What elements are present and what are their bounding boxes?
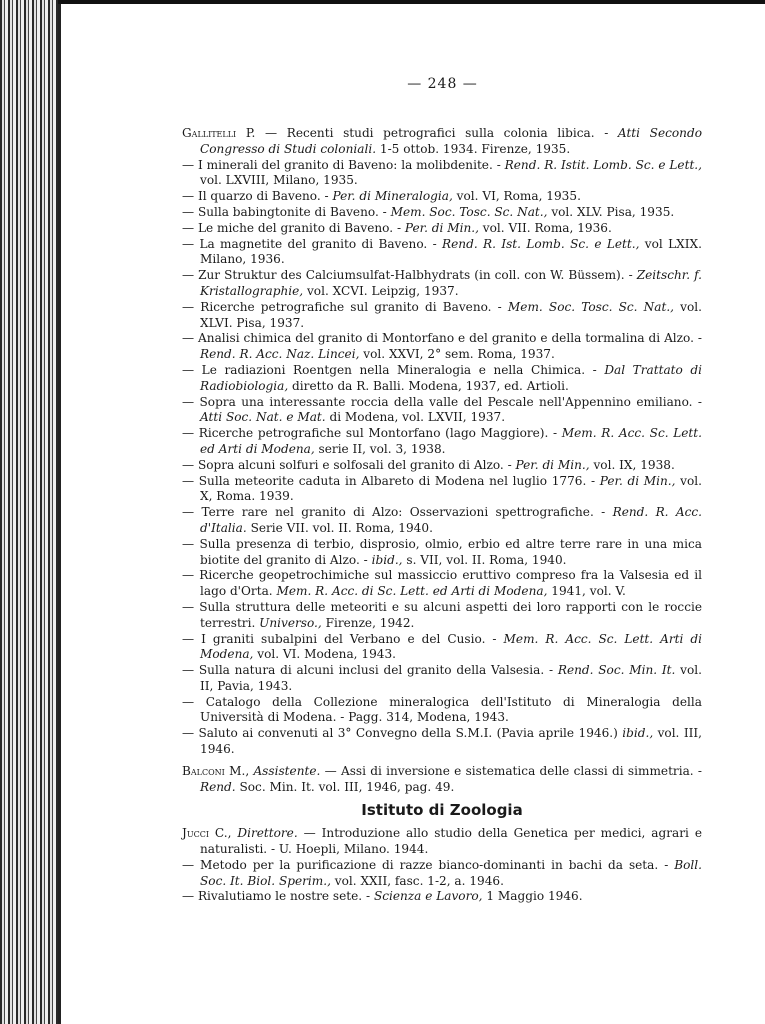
entry-text: — Sulla struttura delle meteoriti e su alcuni aspetti dei loro rapporti con le roccie terrestri. <box>182 599 702 630</box>
entry-text: — Sulla babingtonite di Baveno. - <box>182 204 391 219</box>
entry-tail: vol. X, Roma. 1939. <box>200 473 702 504</box>
entry-journal: Boll. Soc. It. Biol. Sperim., <box>200 857 702 888</box>
entry-journal: Scienza e Lavoro, <box>373 889 483 904</box>
entry-journal: Mem. R. Acc. Sc. Lett. Arti di Modena, <box>200 631 703 662</box>
entry-text: — Rivalutiamo le nostre sete. - <box>182 889 374 904</box>
entry-text: — Terre rare nel granito di Alzo: Osservazioni spettrografiche. - <box>182 505 613 520</box>
entry-text: — Ricerche petrografiche sul Montorfano (lago Maggiore). - <box>182 426 562 441</box>
entry-tail: vol. XLVI. Pisa, 1937. <box>200 299 702 330</box>
entry-text: — Zur Struktur des Calciumsulfat-Halbhydrats (in coll. con W. Büssem). - <box>182 268 637 283</box>
entry-journal: Mem. Soc. Tosc. Sc. Nat., <box>390 204 548 219</box>
mineralogia-entries <box>182 126 702 758</box>
entry-journal: Rend. R. Ist. Lomb. Sc. e Lett., <box>442 236 640 251</box>
bibliography-entry <box>182 300 702 332</box>
bibliography-entry <box>182 600 702 632</box>
bibliography-entry <box>182 505 702 537</box>
entry-journal: Rend. R. Istit. Lomb. Sc. e Lett., <box>504 157 702 172</box>
entry-text: — I graniti subalpini del Verbano e del Cusio. - <box>182 631 504 646</box>
entry-author: Gallitelli P. <box>182 126 256 140</box>
entry-tail: vol. XCVI. Leipzig, 1937. <box>303 283 459 298</box>
entry-balconi <box>182 764 702 796</box>
entry-text: — Ricerche geopetrochimiche sul massiccio eruttivo compreso fra la Valsesia ed il lago d'Orta. <box>182 568 702 599</box>
entry-journal: Per. di Min., <box>404 220 479 235</box>
bibliography-entry <box>182 221 702 237</box>
bibliography-entry <box>182 395 702 427</box>
entry-text: — Saluto ai convenuti al 3° Convegno della S.M.I. (Pavia aprile 1946.) <box>182 726 623 741</box>
entry-text: — Recenti studi petrografici sulla colonia libica. - <box>265 126 618 140</box>
entry-role: Assistente. <box>253 763 321 778</box>
entry-tail: vol. III, 1946. <box>200 726 702 757</box>
entry-author: Balconi M., <box>182 763 250 778</box>
page-number: — 248 — <box>407 76 478 92</box>
entry-tail: vol. VII. Roma, 1936. <box>478 220 612 235</box>
entry-text: — Introduzione allo studio della Genetica per medici, agrari e naturalisti. - U. Hoepli, Milano. 1944. <box>200 826 702 857</box>
bibliography-entry <box>182 331 702 363</box>
bibliography-entry <box>182 537 702 569</box>
entry-journal: Per. di Mineralogia, <box>332 189 453 204</box>
entry-tail: vol. XXVI, 2° sem. Roma, 1937. <box>359 347 555 362</box>
entry-role: Direttore. <box>237 826 298 841</box>
entry-text: — La magnetite del granito di Baveno. - <box>182 236 443 251</box>
entry-text: — Analisi chimica del granito di Montorfano e del granito e della tormalina di Alzo. - <box>182 331 702 346</box>
entry-tail: diretto da R. Balli. Modena, 1937, ed. Artioli. <box>288 378 569 393</box>
entry-tail: 1941, vol. V. <box>547 584 626 599</box>
entry-journal: Zeitschr. f. Kristallographie, <box>200 268 702 298</box>
entry-text: — Ricerche petrografiche sul granito di Baveno. - <box>182 299 508 314</box>
page-top-edge <box>58 0 765 4</box>
bibliography-entry <box>182 568 702 600</box>
bibliography-entry <box>182 189 702 205</box>
section-heading: Istituto di Zoologia <box>361 801 523 820</box>
binding-shadow <box>58 0 61 1024</box>
bibliography-entry <box>182 126 702 158</box>
entry-text: — Catalogo della Collezione mineralogica dell'Istituto di Mineralogia della Università di Modena. - Pagg. 314, Modena, 1943. <box>182 694 702 725</box>
entry-tail: di Modena, vol. LXVII, 1937. <box>325 410 506 425</box>
entry-journal: Dal Trattato di Radiobiologia, <box>200 362 703 393</box>
entry-journal: ibid., <box>622 726 654 741</box>
bibliography-entry <box>182 889 702 905</box>
bibliography-entry <box>182 663 702 695</box>
entry-tail: Soc. Min. It. vol. III, 1946, pag. 49. <box>235 779 455 794</box>
entry-journal: Mem. R. Acc. Sc. Lett. ed Arti di Modena, <box>200 426 702 456</box>
entry-journal: Per. di Min., <box>515 457 590 472</box>
entry-tail: 1-5 ottob. 1934. Firenze, 1935. <box>376 141 571 156</box>
bibliography-entry <box>182 426 702 458</box>
bibliography-entry <box>182 363 702 395</box>
entry-journal: Mem. Soc. Tosc. Sc. Nat., <box>507 299 675 314</box>
entry-tail: serie II, vol. 3, 1938. <box>314 441 446 456</box>
entry-text: — Sulla meteorite caduta in Albareto di Modena nel luglio 1776. - <box>182 473 600 488</box>
zoologia-entries <box>182 826 702 905</box>
bibliography-entry <box>182 237 702 269</box>
entry-text: — Sopra alcuni solfuri e solfosali del granito di Alzo. - <box>182 457 516 472</box>
entry-journal: Atti Secondo Congresso di Studi coloniali. <box>200 126 702 156</box>
bibliography-entry <box>182 158 702 190</box>
entry-tail: vol. LXVIII, Milano, 1935. <box>200 173 358 188</box>
entry-journal: Rend. R. Acc. Naz. Lincei, <box>200 347 360 362</box>
entry-tail: vol LXIX. Milano, 1936. <box>200 236 702 267</box>
entry-tail: Serie VII. vol. II. Roma, 1940. <box>246 520 433 535</box>
entry-text: — Sulla presenza di terbio, disprosio, olmio, erbio ed altre terre rare in una mica biotite del granito di Alzo. - <box>182 536 702 567</box>
entry-journal: Per. di Min., <box>599 473 676 488</box>
bibliography-entry <box>182 205 702 221</box>
entry-tail: vol. VI, Roma, 1935. <box>452 189 581 204</box>
bibliography-entry <box>182 474 702 506</box>
entry-text: — Assi di inversione e sistematica delle classi di simmetria. - <box>320 763 702 778</box>
entry-tail: vol. IX, 1938. <box>589 457 675 472</box>
bibliography <box>182 126 702 905</box>
book-binding-edge <box>0 0 58 1024</box>
entry-text: — Le radiazioni Roentgen nella Mineralogia e nella Chimica. - <box>182 362 605 377</box>
bibliography-entry <box>182 695 702 727</box>
entry-tail: Firenze, 1942. <box>321 615 415 630</box>
entry-tail: vol. VI. Modena, 1943. <box>253 647 396 662</box>
entry-tail: vol. XLV. Pisa, 1935. <box>547 204 675 219</box>
entry-tail: vol. XXII, fasc. 1-2, a. 1946. <box>330 873 504 888</box>
entry-journal: Rend. R. Acc. d'Italia. <box>200 505 702 535</box>
entry-text: — Le miche del granito di Baveno. - <box>182 220 405 235</box>
entry-tail: 1 Maggio 1946. <box>482 889 583 904</box>
entry-text: — Il quarzo di Baveno. - <box>182 189 333 204</box>
entry-journal: ibid., <box>371 552 403 567</box>
bibliography-entry <box>182 458 702 474</box>
entry-journal: Universo., <box>259 615 322 630</box>
entry-author: Jucci C., <box>182 826 232 841</box>
bibliography-entry <box>182 268 702 300</box>
entry-journal: Rend. Soc. Min. It. <box>557 663 676 678</box>
bibliography-entry <box>182 632 702 664</box>
bibliography-entry <box>182 858 702 890</box>
entry-tail: s. VII, vol. II. Roma, 1940. <box>402 552 567 567</box>
entry-text: — Sopra una interessante roccia della valle del Pescale nell'Appennino emiliano. - <box>182 394 702 409</box>
entry-tail: vol. II, Pavia, 1943. <box>200 663 702 693</box>
entry-text: — I minerali del granito di Baveno: la molibdenite. - <box>182 157 505 172</box>
entry-journal: Rend. <box>200 779 236 794</box>
entry-text: — Metodo per la purificazione di razze bianco-dominanti in bachi da seta. - <box>182 857 675 872</box>
bibliography-entry <box>182 826 702 858</box>
entry-journal: Mem. R. Acc. di Sc. Lett. ed Arti di Modena, <box>276 584 548 599</box>
entry-journal: Atti Soc. Nat. e Mat. <box>200 410 326 425</box>
bibliography-entry <box>182 726 702 758</box>
entry-text: — Sulla natura di alcuni inclusi del granito della Valsesia. - <box>182 663 558 678</box>
